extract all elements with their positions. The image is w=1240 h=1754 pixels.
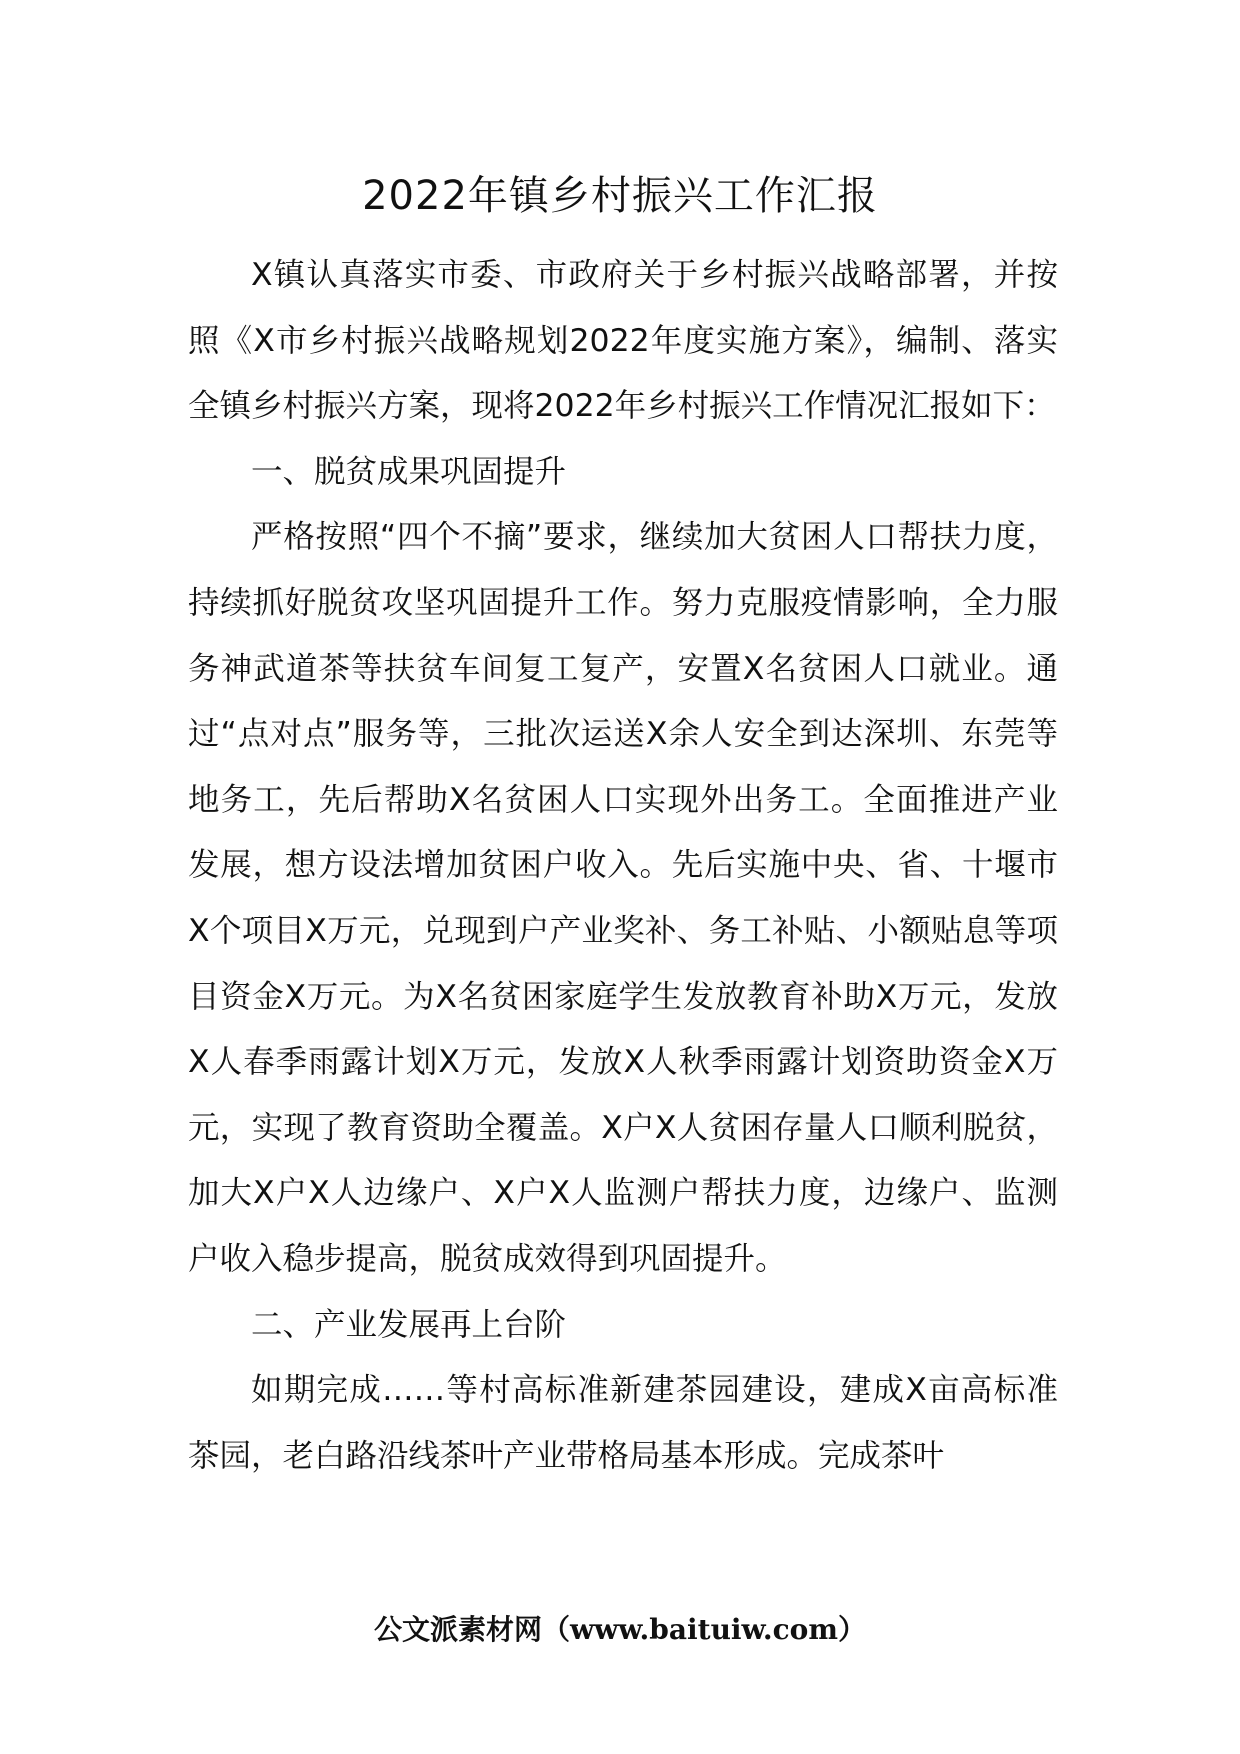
section-2-paragraph: 如期完成……等村高标准新建茶园建设，建成X亩高标准茶园，老白路沿线茶叶产业带格局基本形成。完成茶叶 xyxy=(188,1372,1058,1474)
section-heading-2: 二、产业发展再上台阶 xyxy=(251,1306,567,1343)
document-title: 2022年镇乡村振兴工作汇报 xyxy=(362,173,878,219)
footer-watermark: 公文派素材网（www.baituiw.com） xyxy=(374,1613,866,1646)
document-body xyxy=(188,243,1058,1489)
intro-paragraph: X镇认真落实市委、市政府关于乡村振兴战略部署，并按照《X市乡村振兴战略规划2022年度实施方案》，编制、落实全镇乡村振兴方案，现将2022年乡村振兴工作情况汇报如下： xyxy=(188,257,1058,425)
section-heading-1: 一、脱贫成果巩固提升 xyxy=(251,453,567,490)
section-1-paragraph: 严格按照“四个不摘”要求，继续加大贫困人口帮扶力度，持续抓好脱贫攻坚巩固提升工作。努力克服疫情影响，全力服务神武道茶等扶贫车间复工复产，安置X名贫困人口就业。通过“点对点”服务等，三批次运送X余人安全到达深圳、东莞等地务工，先后帮助X名贫困人口实现外出务工。全面推进产业发展，想方设法增加贫困户收入。先后实施中央、省、十堰市X个项目X万元，兑现到户产业奖补、务工补贴、小额贴息等项目资金X万元。为X名贫困家庭学生发放教育补助X万元，发放X人春季雨露计划X万元，发放X人秋季雨露计划资助资金X万元，实现了教育资助全覆盖。X户X人贫困存量人口顺利脱贫，加大X户X人边缘户、X户X人监测户帮扶力度，边缘户、监测户收入稳步提高，脱贫成效得到巩固提升。 xyxy=(188,519,1058,1277)
